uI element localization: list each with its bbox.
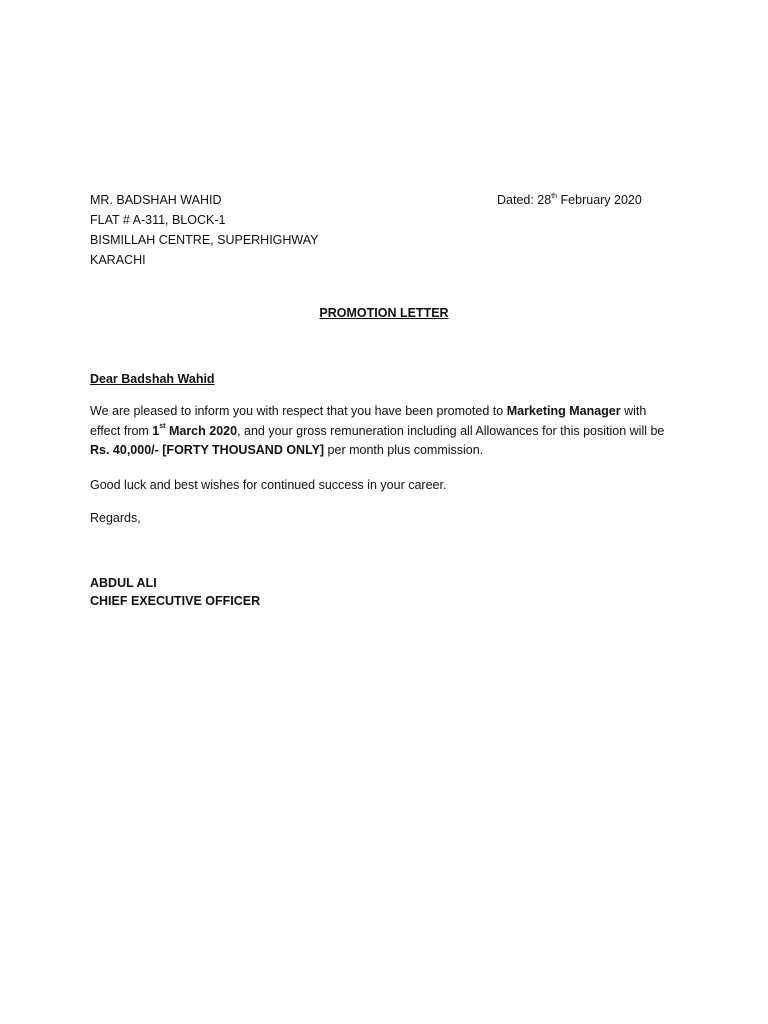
signer-designation: CHIEF EXECUTIVE OFFICER bbox=[90, 594, 261, 608]
wishes-line: Good luck and best wishes for continued success in your career. bbox=[90, 478, 447, 492]
recipient-address-line1: FLAT # A-311, BLOCK-1 bbox=[90, 213, 226, 227]
salary-amount: Rs. 40,000/- [FORTY THOUSAND ONLY] bbox=[90, 443, 325, 457]
letter-title: PROMOTION LETTER bbox=[319, 306, 449, 320]
salutation: Dear Badshah Wahid bbox=[90, 372, 215, 386]
recipient-city: KARACHI bbox=[90, 253, 146, 267]
body-text-3: , and your gross remuneration including all Allowances for this position will be bbox=[237, 423, 665, 438]
effective-month-year: March 2020 bbox=[165, 423, 238, 438]
effective-day-suffix: st bbox=[159, 423, 166, 431]
body-text-4: per month plus commission. bbox=[324, 443, 484, 457]
date-ordinal-suffix: th bbox=[551, 192, 558, 200]
date-rest: February 2020 bbox=[557, 193, 642, 207]
body-paragraph bbox=[90, 402, 670, 461]
closing: Regards, bbox=[90, 511, 141, 525]
promoted-position: Marketing Manager bbox=[506, 404, 621, 418]
recipient-address-line2: BISMILLAH CENTRE, SUPERHIGHWAY bbox=[90, 233, 319, 247]
body-text-2: with effect from bbox=[90, 404, 647, 438]
body-text-1: We are pleased to inform you with respect that you have been promoted to bbox=[90, 404, 507, 418]
recipient-address bbox=[90, 190, 430, 270]
date-prefix: Dated: 28 bbox=[497, 193, 552, 207]
letter-date bbox=[497, 190, 642, 210]
effective-date bbox=[152, 424, 237, 438]
recipient-name: MR. BADSHAH WAHID bbox=[90, 193, 222, 207]
signature-block bbox=[90, 574, 260, 610]
signer-name: ABDUL ALI bbox=[90, 576, 157, 590]
effective-day: 1 bbox=[152, 423, 160, 438]
